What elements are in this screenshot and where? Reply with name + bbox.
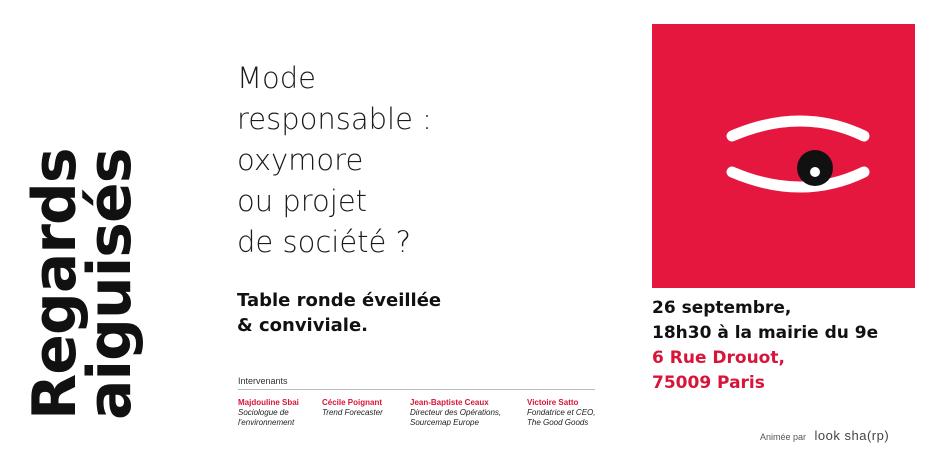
event-city: 75009 Paris xyxy=(652,373,765,393)
speaker-role: Fondatrice et CEO, xyxy=(527,408,596,417)
brand-line-1: Regards xyxy=(20,148,90,420)
organizer-logo: look sha(rp) xyxy=(814,428,890,443)
title-line: de société ? xyxy=(237,225,411,259)
speaker-item xyxy=(322,398,383,418)
event-date: 26 septembre, xyxy=(652,298,792,318)
event-title xyxy=(237,58,432,263)
speaker-name: Cécile Poignant xyxy=(322,398,383,407)
speaker-role: Sourcemap Europe xyxy=(410,418,479,427)
subtitle-line: & conviviale. xyxy=(237,315,368,336)
speaker-role: Directeur des Opérations, xyxy=(410,408,502,417)
brand-title xyxy=(20,20,158,420)
speaker-name: Victoire Satto xyxy=(527,398,579,407)
speakers-heading: Intervenants xyxy=(238,376,288,386)
event-details xyxy=(652,296,878,396)
event-street: 6 Rue Drouot, xyxy=(652,348,785,368)
speaker-item xyxy=(238,398,299,428)
credit-prefix: Animée par xyxy=(760,432,807,442)
subtitle-line: Table ronde éveillée xyxy=(237,290,442,311)
event-time-place: 18h30 à la mairie du 9e xyxy=(652,323,879,343)
eye-icon xyxy=(652,24,915,288)
title-line: oxymore xyxy=(237,143,364,177)
title-line: Mode xyxy=(237,61,317,95)
speaker-item xyxy=(410,398,501,428)
speaker-role: Trend Forecaster xyxy=(322,408,383,417)
speaker-role: The Good Goods xyxy=(527,418,589,427)
poster-panel xyxy=(652,24,915,288)
speaker-role: l'environnement xyxy=(238,418,295,427)
speaker-item xyxy=(527,398,595,428)
credit-line xyxy=(760,428,889,443)
title-line: responsable : xyxy=(237,102,432,136)
title-line: ou projet xyxy=(237,184,368,218)
divider xyxy=(238,389,595,390)
speaker-name: Jean-Baptiste Ceaux xyxy=(410,398,489,407)
speaker-name: Majdouline Sbai xyxy=(238,398,299,407)
brand-line-2: aiguisés xyxy=(75,148,145,420)
speaker-role: Sociologue de xyxy=(238,408,289,417)
event-subtitle xyxy=(237,288,441,338)
